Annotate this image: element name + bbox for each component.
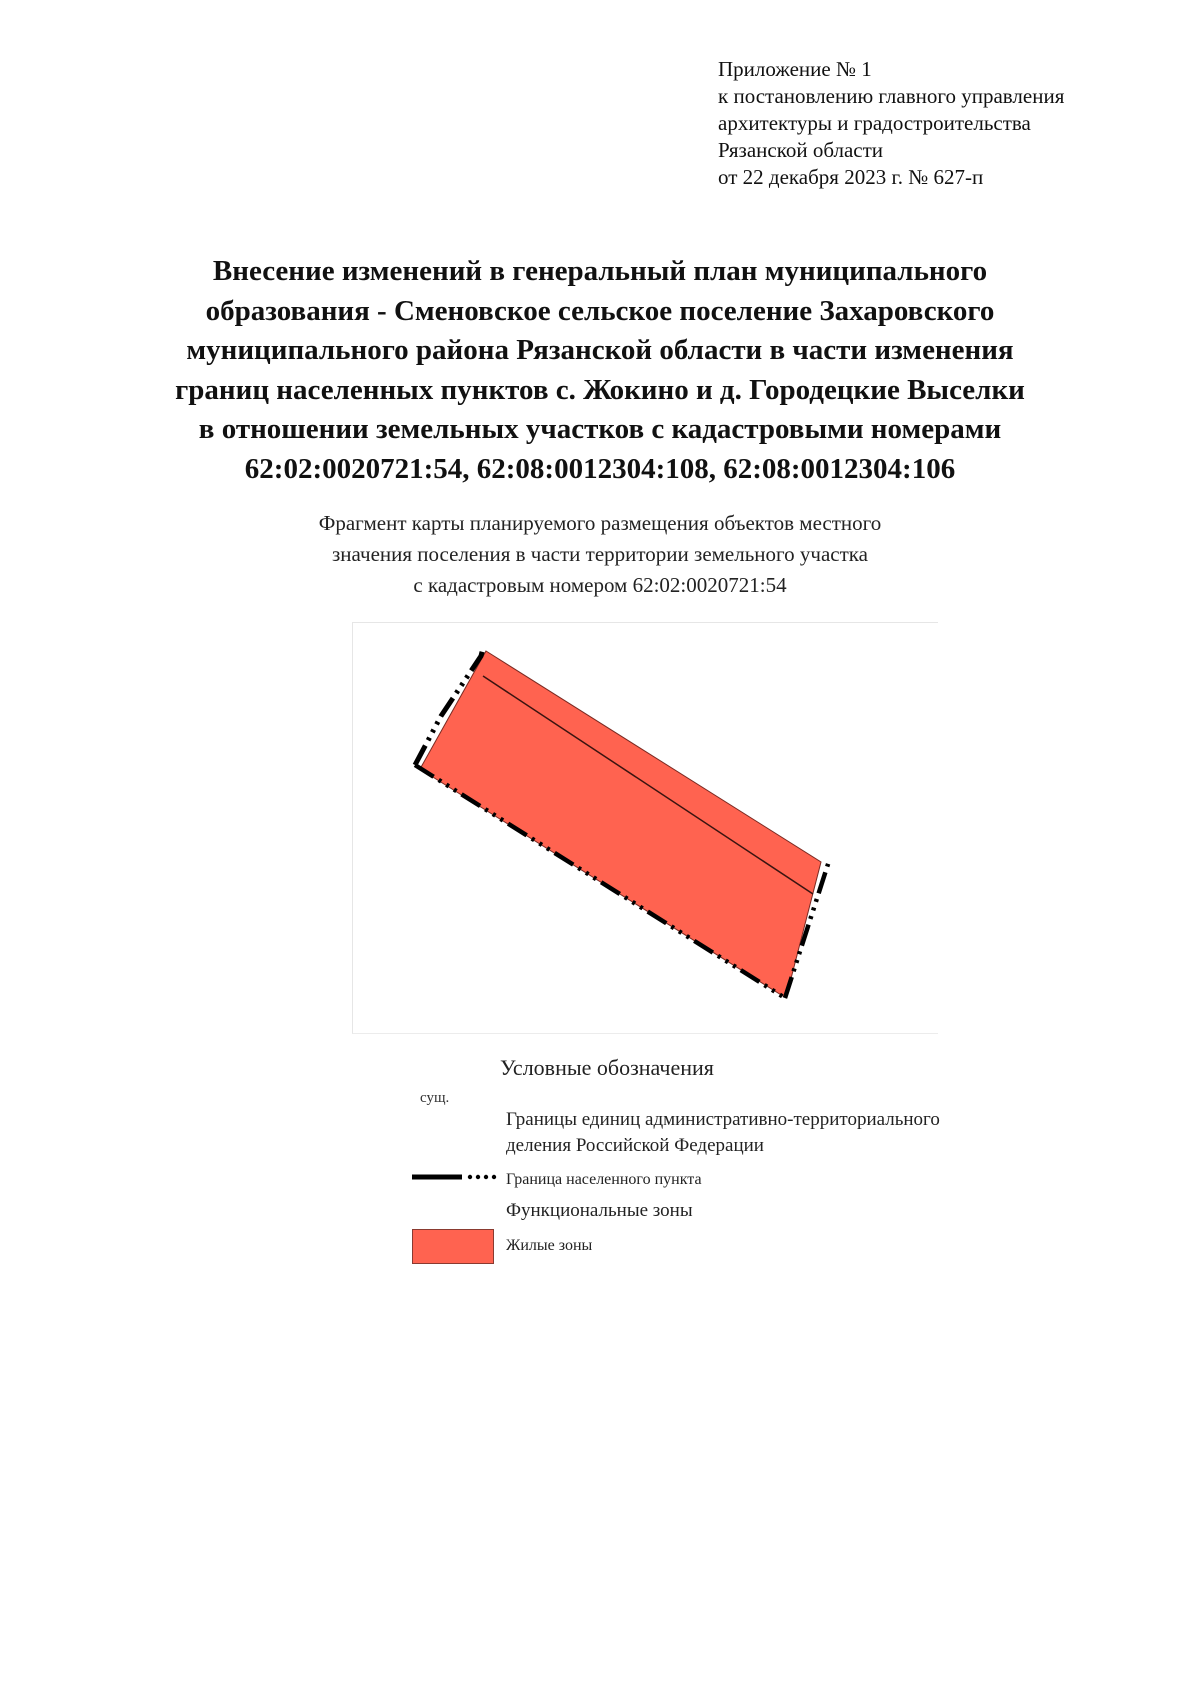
annex-line: Рязанской области	[718, 138, 884, 162]
legend-existing-label: сущ.	[420, 1090, 450, 1106]
title-line: границ населенных пунктов с. Жокино и д. Городецкие Выселки	[175, 373, 1025, 406]
legend-settlement-boundary-label: Граница населенного пункта	[506, 1171, 702, 1188]
legend-admin-boundaries	[506, 1107, 940, 1159]
legend-title: Условные обозначения	[500, 1055, 714, 1080]
annex-line: архитектуры и градостроительства	[718, 111, 1031, 135]
legend-functional-zones: Функциональные зоны	[506, 1200, 693, 1221]
subtitle-line: значения поселения в части территории земельного участка	[332, 542, 868, 566]
annex-header	[718, 56, 1064, 191]
map-subtitle	[160, 508, 1040, 601]
title-line: образования - Сменовское сельское поселение Захаровского	[205, 294, 995, 327]
settlement-boundary-symbol	[412, 1170, 502, 1184]
legend-admin-line: Границы единиц административно-территориального	[506, 1109, 940, 1130]
subtitle-line: Фрагмент карты планируемого размещения объектов местного	[318, 511, 882, 535]
title-line: 62:02:0020721:54, 62:08:0012304:108, 62:08:0012304:106	[244, 452, 956, 485]
subtitle-line: с кадастровым номером 62:02:0020721:54	[413, 573, 787, 597]
map-fragment	[352, 622, 938, 1034]
residential-zone-swatch	[412, 1229, 494, 1264]
legend-residential-zones-label: Жилые зоны	[506, 1237, 593, 1254]
annex-line: к постановлению главного управления	[718, 84, 1065, 108]
residential-zone-parcel	[420, 651, 821, 998]
map-svg	[353, 623, 938, 1033]
title-line: в отношении земельных участков с кадастровыми номерами	[198, 413, 1002, 445]
annex-line: от 22 декабря 2023 г. № 627-п	[718, 165, 984, 189]
title-line: муниципального района Рязанской области в части изменения	[186, 334, 1014, 366]
annex-line: Приложение № 1	[718, 57, 872, 81]
document-title	[60, 252, 1140, 489]
title-line: Внесение изменений в генеральный план муниципального	[212, 255, 988, 287]
legend-admin-line: деления Российской Федерации	[506, 1135, 764, 1156]
